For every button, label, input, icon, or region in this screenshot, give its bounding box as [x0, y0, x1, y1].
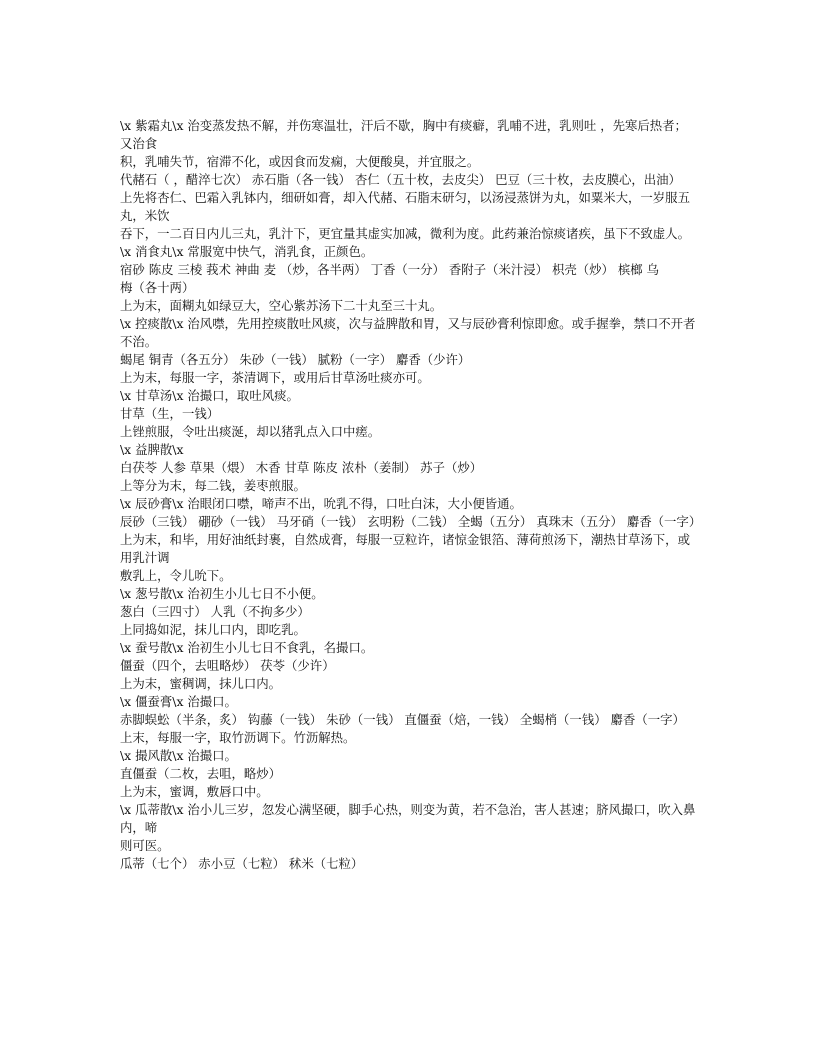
text-line: 上为末，蜜稠调，抹儿口内。	[120, 676, 282, 691]
text-line: 白茯苓 人参 草果（煨） 木香 甘草 陈皮 浓朴（姜制） 苏子（炒）	[120, 460, 483, 475]
text-line: 上末，每服一字，取竹沥调下。竹沥解热。	[120, 730, 356, 745]
text-line: \x 葱号散\x 治初生小儿七日不小便。	[120, 586, 324, 601]
text-line: 僵蚕（四个，去咀略炒） 茯苓（少许）	[120, 658, 335, 673]
text-line: 上为末，和毕，用好油纸封裹，自然成膏，每服一豆粒许，诸惊金银箔、薄荷煎汤下，潮热甘草汤下，或用乳汁调	[120, 532, 690, 565]
text-line: 梅（各十两）	[120, 280, 195, 295]
text-line: 上为末，每服一字，茶清调下，或用后甘草汤吐痰亦可。	[120, 370, 430, 385]
text-line: 甘草（生，一钱）	[120, 406, 220, 421]
text-line: 代赭石（ ，醋淬七次） 赤石脂（各一钱） 杏仁（五十枚，去皮尖） 巴豆（三十枚，去皮膜心，出油）	[120, 172, 681, 187]
text-line: \x 撮风散\x 治撮口。	[120, 748, 237, 763]
text-line: 蝎尾 铜青（各五分） 朱砂（一钱） 腻粉（一字） 麝香（少许）	[120, 352, 471, 367]
document-page	[120, 117, 702, 873]
text-line: 辰砂（三钱） 硼砂（一钱） 马牙硝（一钱） 玄明粉（二钱） 全蝎（五分） 真珠末（五分） 麝香（一字）	[120, 514, 702, 529]
text-line: 上为末，蜜调，敷唇口中。	[120, 784, 269, 799]
text-line: \x 紫霜丸\x 治变蒸发热不解，并伤寒温壮，汗后不歇，胸中有痰癖，乳哺不进，乳则吐 ，先寒后热者；又治食	[120, 118, 687, 151]
text-line: \x 控痰散\x 治风噤，先用控痰散吐风痰，次与益脾散和胃，又与辰砂膏利惊即愈。或手握拳，禁口不开者不治。	[120, 316, 696, 349]
text-line: 直僵蚕（二枚，去咀，略炒）	[120, 766, 282, 781]
text-line: 瓜蒂（七个） 赤小豆（七粒） 秫米（七粒）	[120, 856, 364, 871]
text-line: 赤脚蜈蚣（半条，炙） 钩藤（一钱） 朱砂（一钱） 直僵蚕（焙，一钱） 全蝎梢（一钱） 麝香（一字）	[120, 712, 685, 727]
text-line: \x 瓜蒂散\x 治小儿三岁，忽发心满坚硬，脚手心热，则变为黄，若不急治，害人甚速；脐风撮口，吹入鼻内，啼	[120, 802, 696, 835]
text-line: \x 辰砂膏\x 治眼闭口噤，啼声不出，吮乳不得，口吐白沫，大小便皆通。	[120, 496, 522, 511]
text-line: 上等分为末，每二钱，姜枣煎服。	[120, 478, 306, 493]
text-line: \x 消食丸\x 常服宽中快气，消乳食，正颜色。	[120, 244, 374, 259]
text-line: 上为末，面糊丸如绿豆大，空心紫苏汤下二十丸至三十丸。	[120, 298, 443, 313]
text-line: 则可医。	[120, 838, 170, 853]
text-line: \x 蚕号散\x 治初生小儿七日不食乳，名撮口。	[120, 640, 374, 655]
text-line: 吞下，一二百日内儿三丸，乳汁下，更宜量其虚实加减，微利为度。此药兼治惊痰诸疾，虽下不致虚人。	[120, 226, 690, 241]
text-line: 上锉煎服，令吐出痰涎，却以猪乳点入口中瘥。	[120, 424, 381, 439]
text-line: 上同捣如泥，抹儿口内，即吃乳。	[120, 622, 306, 637]
text-line: \x 益脾散\x	[120, 442, 184, 457]
text-line: 宿砂 陈皮 三棱 莪术 神曲 麦 （炒，各半两） 丁香（一分） 香附子（米汁浸） 枳壳（炒） 槟榔 乌	[120, 262, 659, 277]
text-line: 积，乳哺失节，宿滞不化，或因食而发痫，大便酸臭，并宜服之。	[120, 154, 480, 169]
text-line: 上先将杏仁、巴霜入乳钵内，细研如膏，却入代赭、石脂末研匀，以汤浸蒸饼为丸，如粟米大，一岁服五丸，米饮	[120, 190, 690, 223]
text-line: \x 甘草汤\x 治撮口，取吐风痰。	[120, 388, 299, 403]
text-line: 敷乳上，令儿吮下。	[120, 568, 232, 583]
text-line: 葱白（三四寸） 人乳（不拘多少）	[120, 604, 310, 619]
text-line: \x 僵蚕膏\x 治撮口。	[120, 694, 237, 709]
